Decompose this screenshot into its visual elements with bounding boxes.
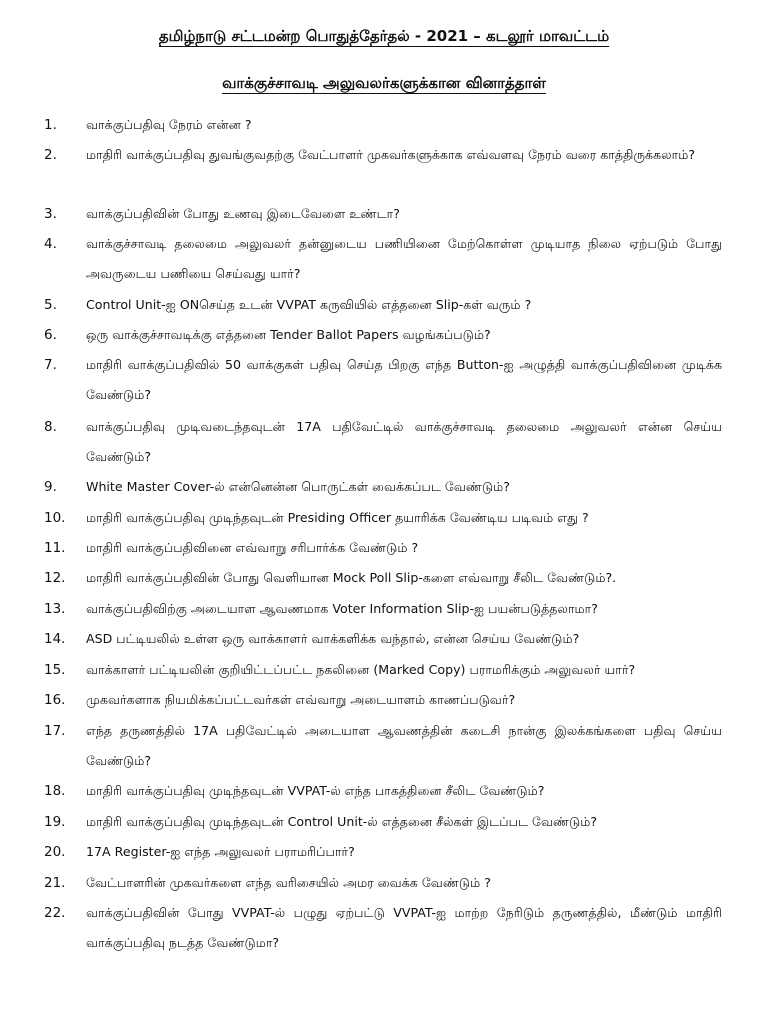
question-number: 19. — [44, 814, 66, 830]
question-text: White Master Cover-ல் என்னென்ன பொருட்கள் வைக்கப்பட வேண்டும்? — [86, 479, 510, 494]
question-text: மாதிரி வாக்குப்பதிவு முடிந்தவுடன் Control Unit-ல் எத்தனை சீல்கள் இடப்பட வேண்டும்? — [86, 814, 598, 829]
question-text: மாதிரி வாக்குப்பதிவு முடிந்தவுடன் VVPAT-ல் எந்த பாகத்தினை சீலிட வேண்டும்? — [86, 783, 545, 798]
question-number: 1. — [44, 117, 57, 133]
question-number: 6. — [44, 327, 57, 343]
question-text: வாக்குப்பதிவு முடிவடைந்தவுடன் 17A பதிவேட்டில் வாக்குச்சாவடி தலைமை அலுவலர் என்ன செய்ய வேண்டும்? — [86, 419, 722, 464]
question-text: மாதிரி வாக்குப்பதிவு முடிந்தவுடன் Presiding Officer தயாரிக்க வேண்டிய படிவம் எது ? — [86, 510, 589, 525]
question-text: ஒரு வாக்குச்சாவடிக்கு எத்தனை Tender Ballot Papers வழங்கப்படும்? — [86, 327, 491, 342]
question-text: வாக்குச்சாவடி தலைமை அலுவலர் தன்னுடைய பணியினை மேற்கொள்ள முடியாத நிலை ஏற்படும் போது அவருடைய பணியை செய்வது யார்? — [86, 236, 722, 281]
question-number: 4. — [44, 236, 57, 252]
question-text: வாக்குப்பதிவிற்கு அடையாள ஆவணமாக Voter Information Slip-ஐ பயன்படுத்தலாமா? — [86, 601, 598, 616]
document-title-text: தமிழ்நாடு சட்டமன்ற பொதுத்தேர்தல் - 2021 – கடலூர் மாவட்டம் — [158, 27, 610, 45]
question-number: 14. — [44, 631, 66, 647]
question-number: 18. — [44, 783, 66, 799]
question-number: 20. — [44, 844, 66, 860]
question-text: முகவர்களாக நியமிக்கப்பட்டவர்கள் எவ்வாறு அடையாளம் காணப்படுவர்? — [86, 692, 516, 707]
question-number: 3. — [44, 206, 57, 222]
question-text: மாதிரி வாக்குப்பதிவில் 50 வாக்குகள் பதிவு செய்த பிறகு எந்த Button-ஐ அழுத்தி வாக்குப்பதிவினை முடிக்க வேண்டும்? — [86, 357, 722, 402]
question-number: 13. — [44, 601, 66, 617]
question-number: 8. — [44, 419, 57, 435]
question-text: வாக்குப்பதிவின் போது VVPAT-ல் பழுது ஏற்பட்டு VVPAT-ஐ மாற்ற நேரிடும் தருணத்தில், மீண்டும் மாதிரி வாக்குப்பதிவு நடத்த வேண்டுமா? — [86, 905, 722, 950]
question-number: 15. — [44, 662, 66, 678]
document-subtitle-text: வாக்குச்சாவடி அலுவலர்களுக்கான வினாத்தாள் — [222, 74, 546, 92]
question-text: Control Unit-ஐ ONசெய்த உடன் VVPAT கருவியில் எத்தனை Slip-கள் வரும் ? — [86, 297, 532, 312]
question-number: 12. — [44, 570, 66, 586]
question-number: 22. — [44, 905, 66, 921]
question-number: 7. — [44, 357, 57, 373]
question-text: வாக்குப்பதிவு நேரம் என்ன ? — [86, 117, 252, 132]
question-number: 10. — [44, 510, 66, 526]
question-text: ASD பட்டியலில் உள்ள ஒரு வாக்காளர் வாக்களிக்க வந்தால், என்ன செய்ய வேண்டும்? — [86, 631, 580, 646]
question-text: எந்த தருணத்தில் 17A பதிவேட்டில் அடையாள ஆவணத்தின் கடைசி நான்கு இலக்கங்களை பதிவு செய்ய வேண்டும்? — [86, 723, 722, 768]
question-number: 17. — [44, 723, 66, 739]
question-number: 21. — [44, 875, 66, 891]
question-text: வாக்குப்பதிவின் போது உணவு இடைவேளை உண்டா? — [86, 206, 400, 221]
question-number: 11. — [44, 540, 66, 556]
question-number: 5. — [44, 297, 57, 313]
question-text: 17A Register-ஐ எந்த அலுவலர் பராமரிப்பார்? — [86, 844, 355, 859]
question-text: மாதிரி வாக்குப்பதிவினை எவ்வாறு சரிபார்க்க வேண்டும் ? — [86, 540, 419, 555]
question-number: 16. — [44, 692, 66, 708]
question-text: மாதிரி வாக்குப்பதிவின் போது வெளியான Mock Poll Slip-களை எவ்வாறு சீலிட வேண்டும்?. — [86, 570, 617, 585]
question-text: வாக்காளர் பட்டியலின் குறியிட்டப்பட்ட நகலினை (Marked Copy) பராமரிக்கும் அலுவலர் யார்? — [86, 662, 636, 677]
question-text: மாதிரி வாக்குப்பதிவு துவங்குவதற்கு வேட்பாளர் முகவர்களுக்காக எவ்வளவு நேரம் வரை காத்திருக்கலாம்? — [86, 147, 696, 162]
question-number: 9. — [44, 479, 57, 495]
question-text: வேட்பாளரின் முகவர்களை எந்த வரிசையில் அமர வைக்க வேண்டும் ? — [86, 875, 491, 890]
question-number: 2. — [44, 147, 57, 163]
